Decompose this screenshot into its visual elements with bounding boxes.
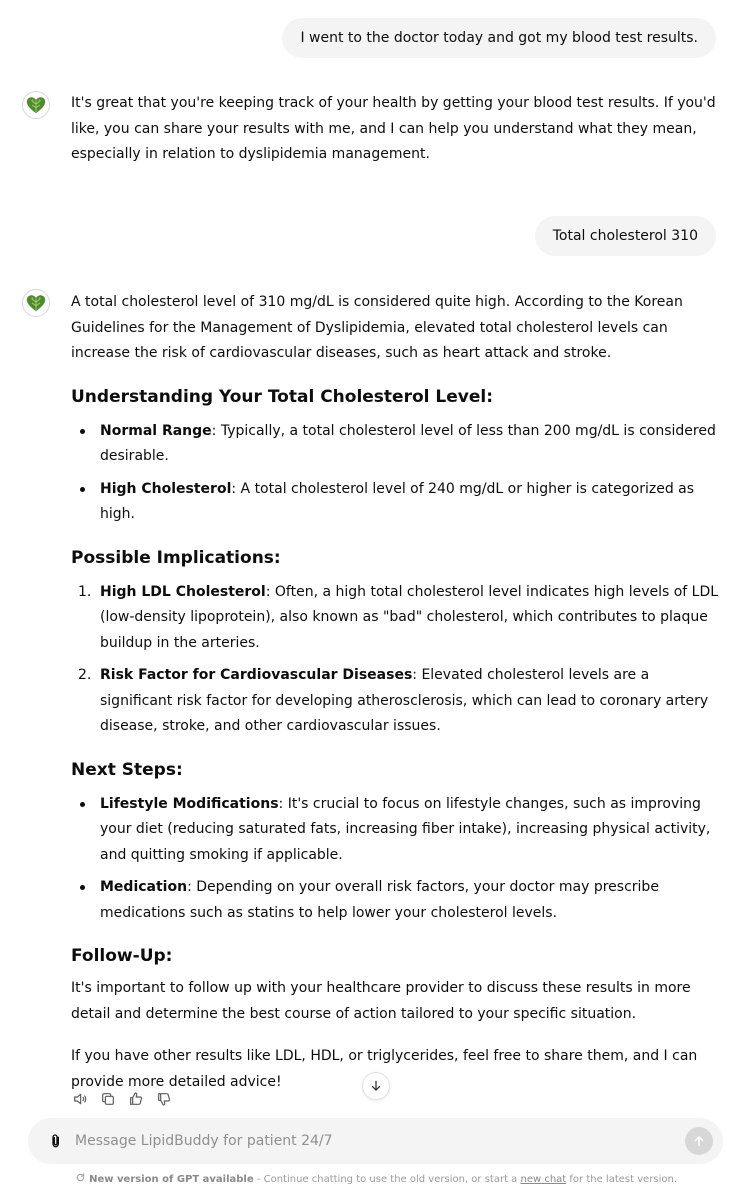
assistant-message <box>71 290 719 1095</box>
thumbs-down-icon <box>156 1091 172 1107</box>
message-actions <box>71 1090 173 1108</box>
list-item-text: : Typically, a total cholesterol level of less than 200 mg/dL is considered desirable. <box>100 422 716 464</box>
assistant-avatar <box>22 289 50 317</box>
thumbs-up-icon <box>128 1091 144 1107</box>
bad-response-button[interactable] <box>155 1090 173 1108</box>
list-item-text: : It's crucial to focus on lifestyle changes, such as improving your diet (reducing saturated fats, increasing fiber intake), increasing physical activity, and quitting smoking if applicable. <box>100 795 711 863</box>
list-item-term: Normal Range <box>100 422 212 439</box>
list-item <box>71 663 719 740</box>
bullet-list <box>71 419 719 528</box>
message-input[interactable] <box>75 1130 675 1152</box>
user-message-text: I went to the doctor today and got my blood test results. <box>300 30 698 46</box>
list-item-number: 2. <box>78 667 92 683</box>
bullet-list <box>71 792 719 927</box>
version-notice <box>0 1172 752 1185</box>
attach-button[interactable] <box>46 1131 66 1151</box>
speaker-icon <box>72 1091 88 1107</box>
paragraph: It's important to follow up with your healthcare provider to discuss these results in more detail and determine the best course of action tailored to your specific situation. <box>71 980 691 1022</box>
list-item <box>71 419 719 470</box>
notice-tail: for the latest version. <box>566 1174 678 1185</box>
heart-leaf-avatar-icon <box>25 292 47 314</box>
list-item <box>71 580 719 657</box>
section-heading: Possible Implications: <box>71 547 281 568</box>
arrow-up-icon <box>692 1134 706 1148</box>
list-item-text: : Elevated cholesterol levels are a significant risk factor for developing atherosclerosis, which can lead to coronary artery disease, stroke, and other cardiovascular issues. <box>100 667 709 734</box>
list-item-term: High LDL Cholesterol <box>100 583 266 600</box>
assistant-message-text: It's great that you're keeping track of your health by getting your blood test results. If you'd like, you can share your results with me, and I can help you understand what they mean, especially in relation to dyslipidemia management. <box>71 95 716 162</box>
copy-button[interactable] <box>99 1090 117 1108</box>
assistant-message <box>71 91 719 168</box>
arrow-down-icon <box>369 1079 383 1093</box>
new-chat-link[interactable]: new chat <box>520 1174 567 1185</box>
list-item <box>71 875 719 926</box>
copy-icon <box>100 1091 116 1107</box>
list-item-term: High Cholesterol <box>100 480 232 497</box>
section-heading: Follow-Up: <box>71 946 173 966</box>
scroll-to-bottom-button[interactable] <box>362 1072 390 1100</box>
list-item-term: Lifestyle Modifications <box>100 795 279 812</box>
user-message-bubble <box>535 216 716 256</box>
user-message-bubble <box>282 18 716 58</box>
message-composer <box>28 1118 723 1164</box>
heart-leaf-avatar-icon <box>25 94 47 116</box>
list-item <box>71 792 719 869</box>
list-item-number: 1. <box>78 583 92 600</box>
section-heading: Understanding Your Total Cholesterol Level: <box>71 386 493 407</box>
send-button[interactable] <box>685 1127 713 1155</box>
refresh-icon <box>75 1172 86 1183</box>
assistant-avatar <box>22 91 50 119</box>
list-item <box>71 477 719 528</box>
notice-title: New version of GPT available <box>89 1174 254 1185</box>
list-item-text: : Often, a high total cholesterol level indicates high levels of LDL (low-density lipoprotein), also known as "bad" cholesterol, which contributes to plaque buildup in the arteries. <box>100 583 719 651</box>
good-response-button[interactable] <box>127 1090 145 1108</box>
notice-text: - Continue chatting to use the old version, or start a <box>253 1174 521 1185</box>
paragraph: If you have other results like LDL, HDL, or triglycerides, feel free to share them, and I can provide more detailed advice! <box>71 1048 698 1090</box>
list-item-text: : A total cholesterol level of 240 mg/dL or higher is categorized as high. <box>100 480 695 522</box>
paperclip-icon <box>48 1132 64 1150</box>
numbered-list <box>71 580 719 740</box>
read-aloud-button[interactable] <box>71 1090 89 1108</box>
section-heading: Next Steps: <box>71 759 183 780</box>
list-item-term: Risk Factor for Cardiovascular Diseases <box>100 667 413 683</box>
user-message-text: Total cholesterol 310 <box>552 228 698 244</box>
list-item-text: : Depending on your overall risk factors, your doctor may prescribe medications such as statins to help lower your cholesterol levels. <box>100 879 659 921</box>
assistant-intro: A total cholesterol level of 310 mg/dL is considered quite high. According to the Korean Guidelines for the Management of Dyslipidemia, elevated total cholesterol levels can increase the risk of cardiovascular diseases, such as heart attack and stroke. <box>71 294 683 361</box>
list-item-term: Medication <box>100 879 188 895</box>
